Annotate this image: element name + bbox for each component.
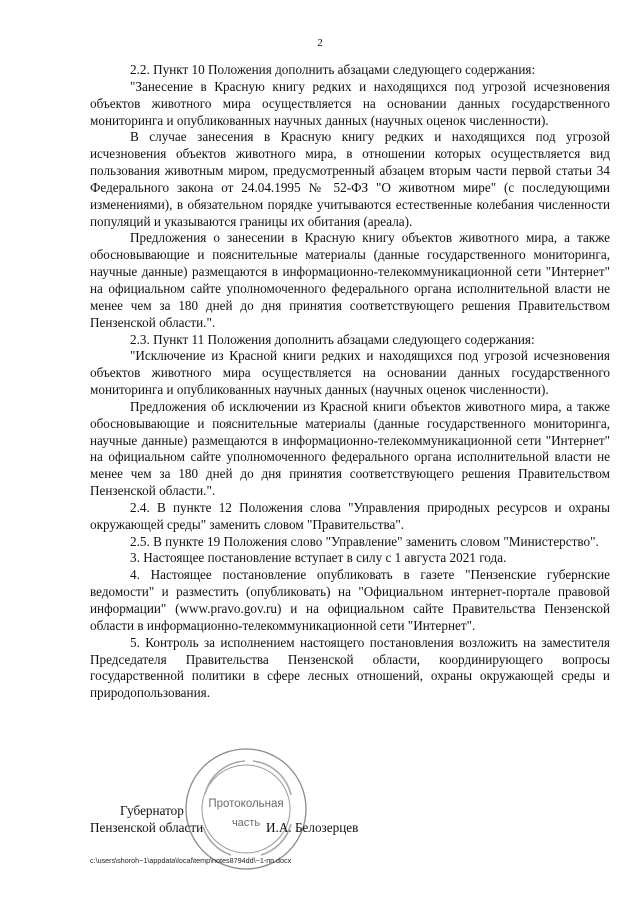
stamp-text-line2: часть	[231, 817, 261, 829]
paragraph-5: 5. Контроль за исполнением настоящего постановления возложить на заместителя Председателя Правительства Пензенской области, координирующего вопросы государственной политики в сфере лесных отношений, охраны окружающей среды и природопользования.	[90, 634, 610, 701]
signer-title-line2: Пензенской области	[90, 820, 204, 835]
paragraph-4: 4. Настоящее постановление опубликовать в газете "Пензенские губернские ведомости" и разместить (опубликовать) на "Официальном интернет-портале правовой информации" (www.pravo.gov.ru) и на официальном сайте Правительства Пензенской области в информационно-телекоммуникационной сети "Интернет".	[90, 567, 610, 633]
paragraph-2-3-quote-1: "Исключение из Красной книги редких и находящихся под угрозой исчезновения объектов животного мира осуществляется на основании данных государственного мониторинга и опубликованных научных данных (научных оценок численности).	[90, 348, 610, 398]
file-path-footer: c:\users\shoroh~1\appdata\local\temp\notes8794dd\~1-пп.docx	[90, 856, 292, 865]
paragraph-2-2-quote-2: В случае занесения в Красную книгу редких и находящихся под угрозой исчезновения объектов животного мира, в отношении которых осуществляется вид пользования животным миром, предусмотренный абзацем вторым части первой статьи 34 Федерального закона от 24.04.1995 № 52-ФЗ "О животном мире" (с последующими изменениями), в обязательном порядке учитываются естественные колебания численности популяций и указываются границы их обитания (ареала).	[90, 129, 610, 229]
paragraph-2-4: 2.4. В пункте 12 Положения слова "Управления природных ресурсов и охраны окружающей среды" заменить словом "Правительства".	[90, 499, 610, 532]
stamp-text-line1: Протокольная	[208, 798, 284, 810]
paragraph-2-3: 2.3. Пункт 11 Положения дополнить абзацами следующего содержания:	[130, 331, 535, 347]
paragraph-3: 3. Настоящее постановление вступает в силу с 1 августа 2021 года.	[130, 550, 507, 566]
document-body	[90, 62, 610, 702]
paragraph-2-3-quote-2: Предложения об исключении из Красной книги объектов животного мира, а также обосновывающие и пояснительные материалы (данные государственного мониторинга, научные данные) размещаются в информационно-телекоммуникационной сети "Интернет" на официальном сайте уполномоченного федерального органа исполнительной власти не менее чем за 180 дней до дня принятия соответствующего решения Правительством Пензенской области.".	[90, 398, 610, 499]
paragraph-2-2-quote-3: Предложения о занесении в Красную книгу объектов животного мира, а также обосновывающие и пояснительные материалы (данные государственного мониторинга, научные данные) размещаются в информационно-телекоммуникационной сети "Интернет" на официальном сайте уполномоченного федерального органа исполнительной власти не менее чем за 180 дней до дня принятия соответствующего решения Правительством Пензенской области.".	[90, 230, 610, 330]
signer-title-line1: Губернатор	[120, 803, 184, 818]
paragraph-2-5: 2.5. В пункте 19 Положения слово "Управление" заменить словом "Министерство".	[130, 533, 599, 549]
official-stamp-seal	[183, 746, 309, 872]
signer-name: И.А. Белозерцев	[266, 820, 359, 835]
paragraph-2-2: 2.2. Пункт 10 Положения дополнить абзацами следующего содержания:	[130, 62, 536, 77]
page-number: 2	[317, 37, 323, 49]
paragraph-2-2-quote-1: "Занесение в Красную книгу редких и находящихся под угрозой исчезновения объектов животного мира осуществляется на основании данных государственного мониторинга и опубликованных научных данных (научных оценок численности).	[90, 78, 610, 128]
